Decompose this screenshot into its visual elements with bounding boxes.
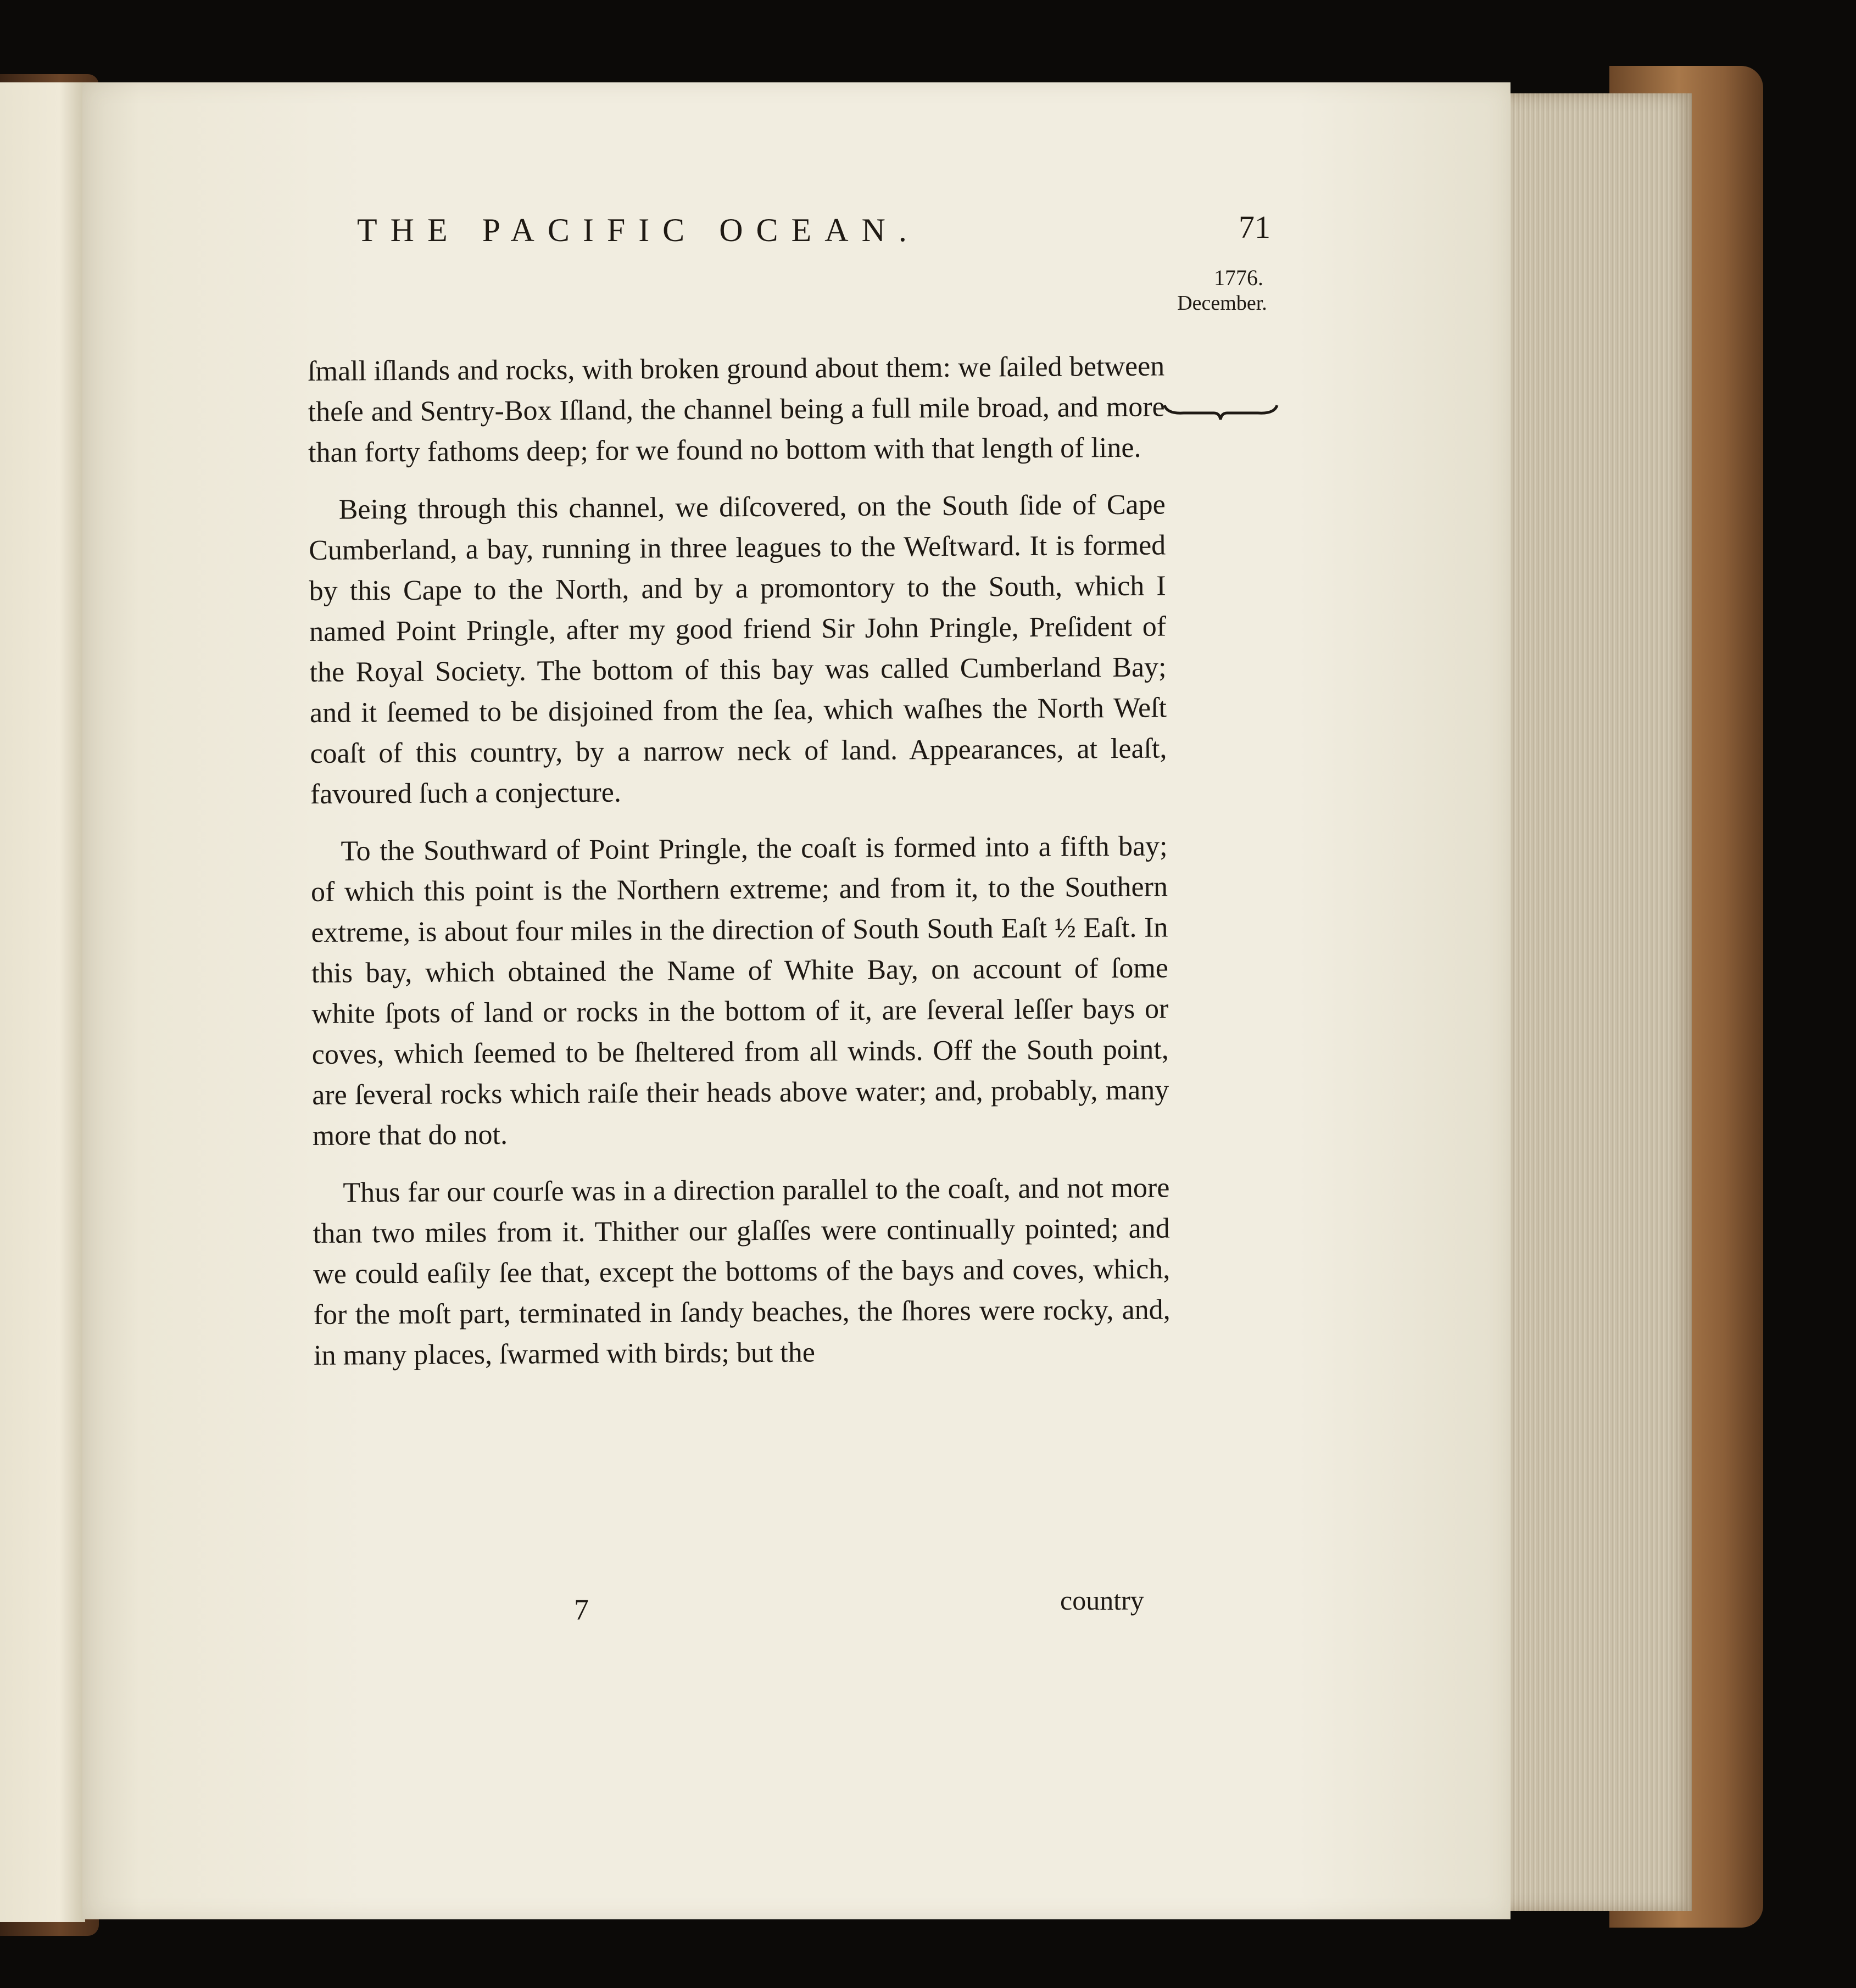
paragraph: Thus far our courſe was in a direction parallel to the coaſt, and not more than two miles from it. Thither our glaſſes were continually pointed; and we could eaſily ſee that, except the bottoms of the bays and coves, which, for the moſt part, terminated in ſandy beaches, the ſhores were rocky, and, in many places, ſwarmed with birds; but the	[313, 1172, 1171, 1371]
running-head: THE PACIFIC OCEAN.	[357, 212, 920, 248]
paragraph: To the Southward of Point Pringle, the coaſt is formed into a fifth bay; of which this point is the Northern extreme; and from it, to the Southern extreme, is about four miles in the direction of South South Eaſt ½ Eaſt. In this bay, which obtained the Name of White Bay, on account of ſome white ſpots of land or rocks in the bottom of it, are ſeveral leſſer bays or coves, which ſeemed to be ſheltered from all winds. Off the South point, are ſeveral rocks which raiſe their heads above water; and, probably, many more that do not.	[310, 830, 1169, 1152]
body-text	[308, 346, 1171, 1392]
left-page-edge	[0, 82, 85, 1922]
paragraph: Being through this channel, we diſcovered, on the South ſide of Cape Cumberland, a bay, running in three leagues to the Weſtward. It is formed by this Cape to the North, and by a promontory to the South, which I named Point Pringle, after my good friend Sir John Pringle, Preſident of the Royal Society. The bottom of this bay was called Cumberland Bay; and it ſeemed to be disjoined from the ſea, which waſhes the North Weſt coaſt of this country, by a narrow neck of land. Appearances, at leaſt, favoured ſuch a conjecture.	[309, 489, 1167, 810]
margin-note-month: December.	[1177, 292, 1267, 315]
signature-mark: 7	[574, 1593, 589, 1626]
catchword: country	[1060, 1585, 1144, 1616]
page-fore-edge	[1502, 93, 1692, 1911]
paragraph: ſmall iſlands and rocks, with broken ground about them: we ſailed between theſe and Sentry-Box Iſland, the channel being a full mile broad, and more than forty fathoms deep; for we found no bottom with that length of line.	[308, 350, 1165, 468]
margin-brace-icon	[1162, 401, 1280, 423]
margin-note-year: 1776.	[1214, 265, 1263, 290]
page-number: 71	[1239, 209, 1270, 245]
